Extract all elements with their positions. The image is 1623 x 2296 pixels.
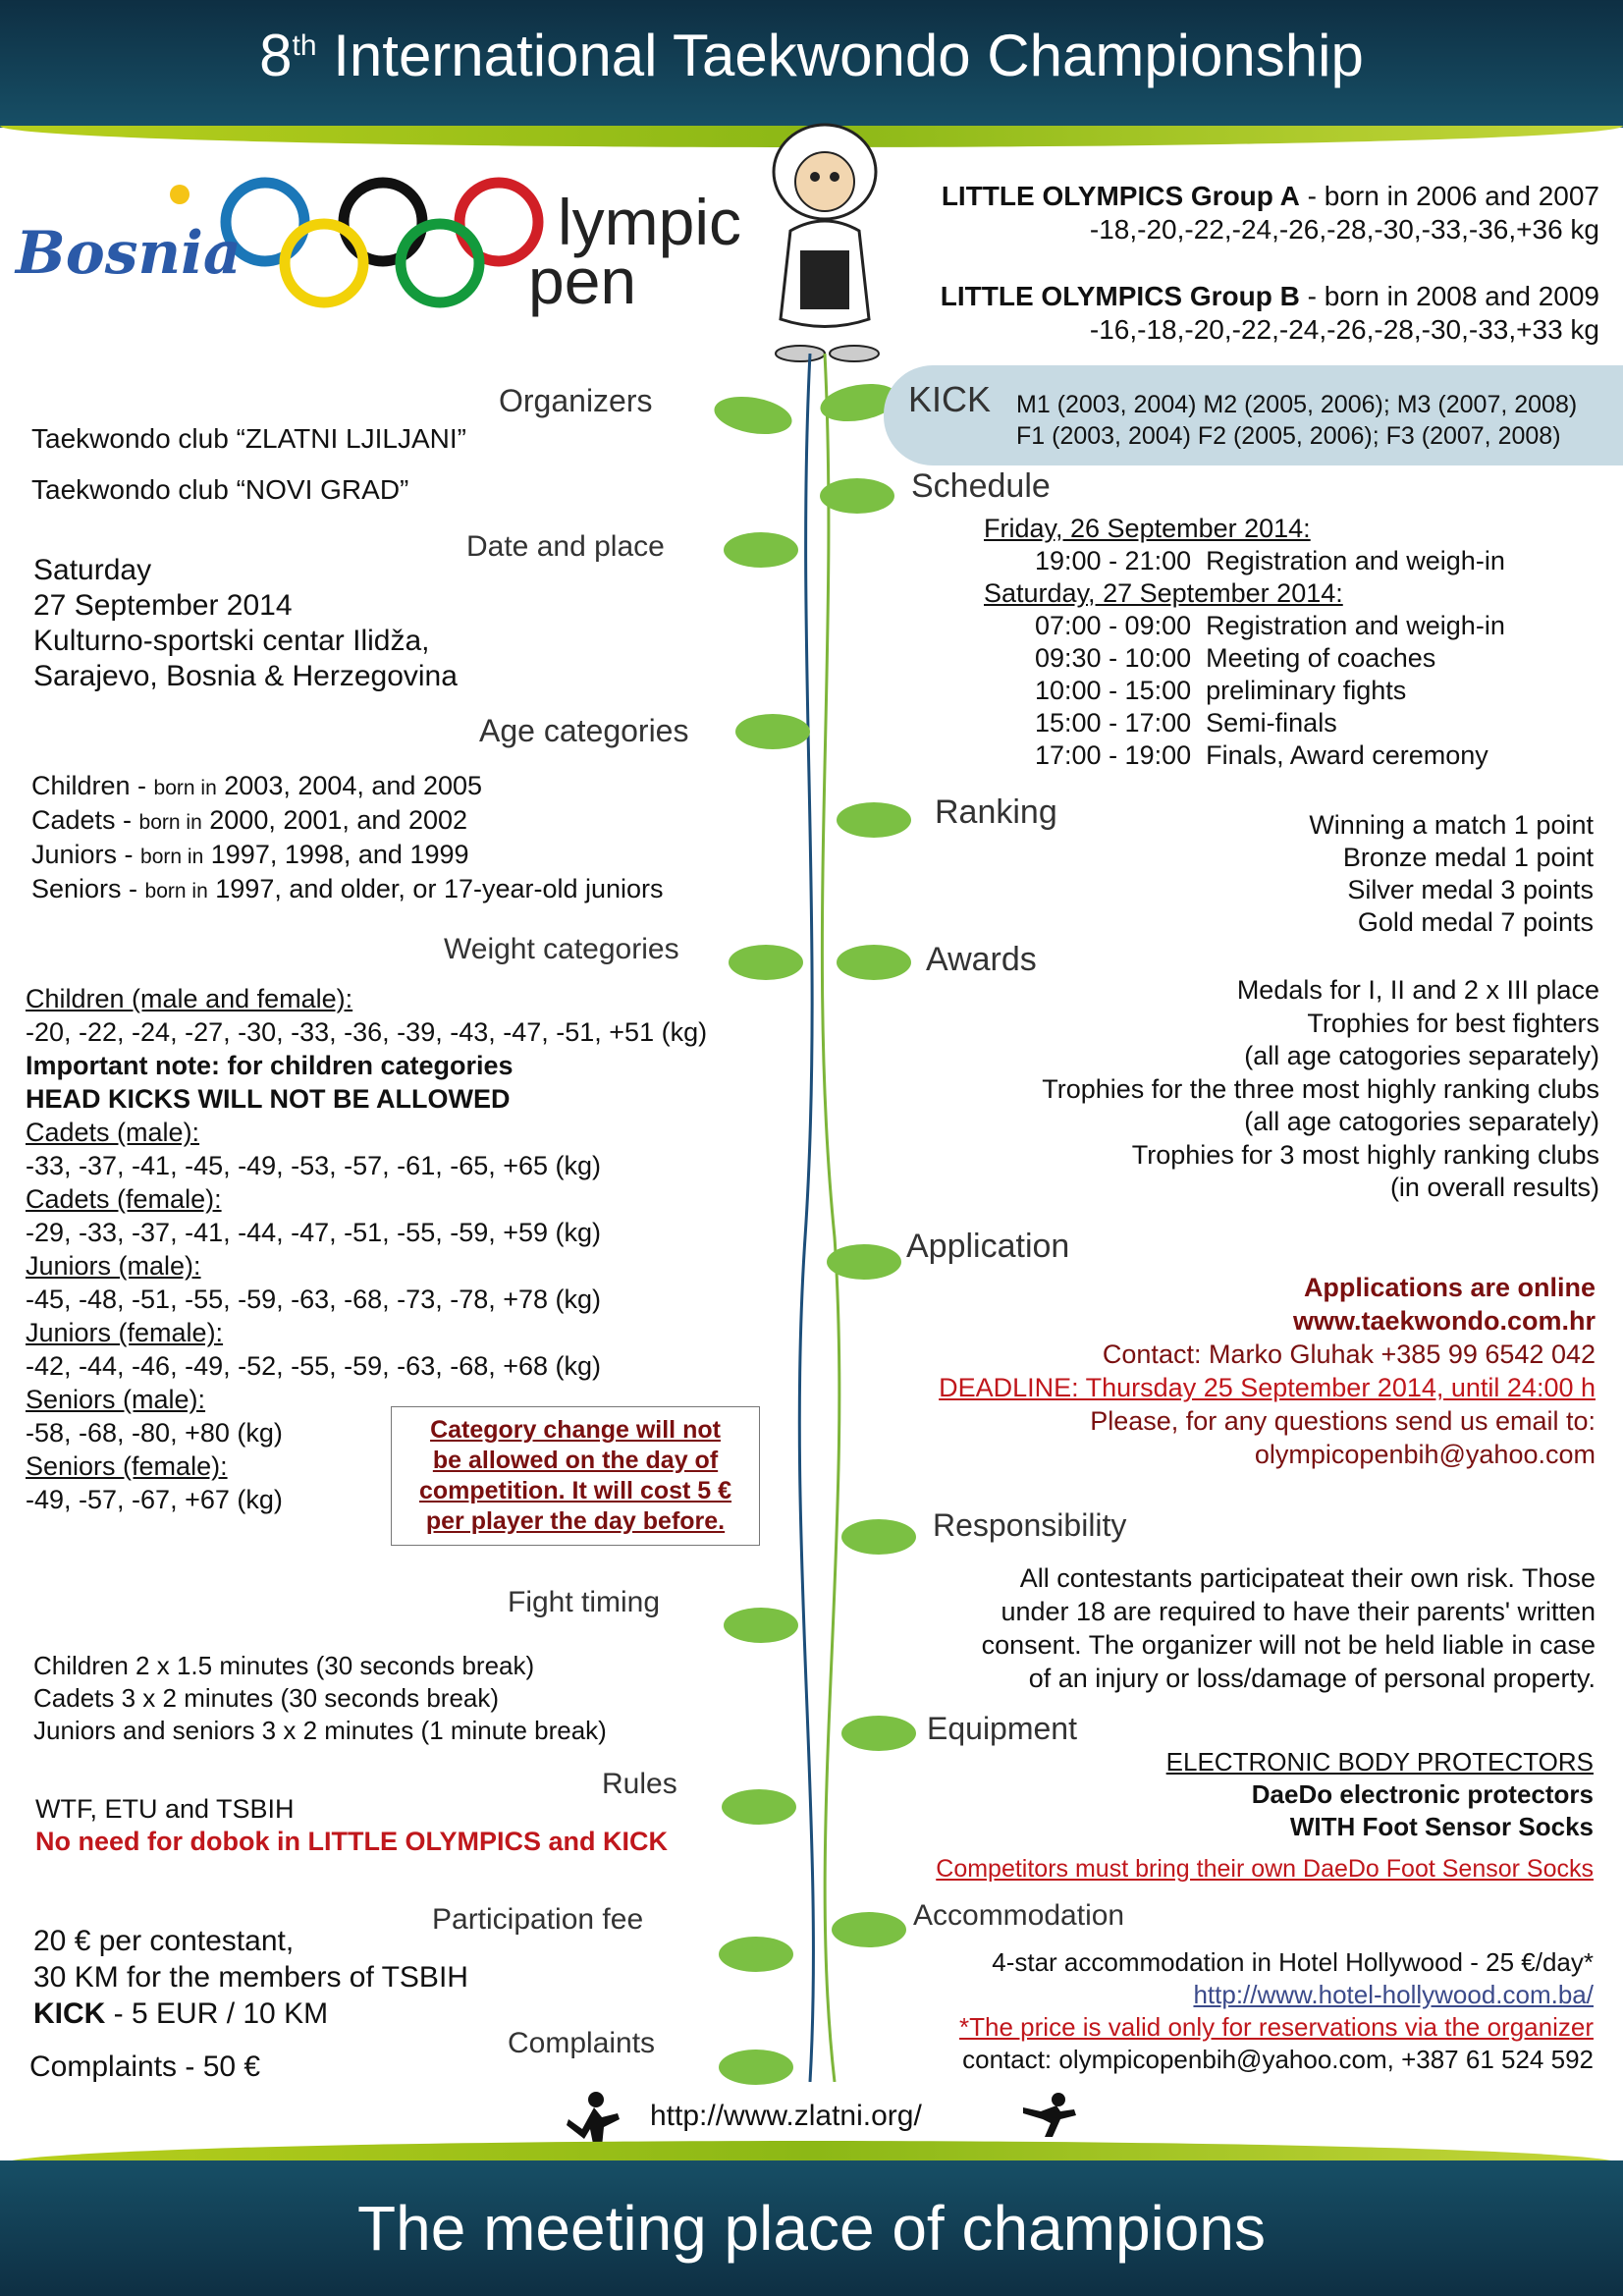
leaf-icon <box>715 1782 803 1831</box>
age-item: Seniors - born in 1997, and older, or 17-year-old juniors <box>31 874 664 903</box>
accommodation-text: 4-star accommodation in Hotel Hollywood - 25 €/day* http://www.hotel-hollywood.com.ba/ *The price is valid only for reservations via the organizer contact: olympicopenbih@yahoo.com, +387 61 524 592 <box>847 1946 1594 2076</box>
fee-text: 20 € per contestant, 30 KM for the members of TSBIH KICK - 5 EUR / 10 KM <box>33 1925 468 2030</box>
kicking-fighter-icon <box>1021 2090 1080 2139</box>
weight-categories-list: Children (male and female): -20, -22, -24, -27, -30, -33, -36, -39, -43, -47, -51, +51 (kg) Important note: for children categories HEAD KICKS WILL NOT BE ALLOWED Cadets (male): -33, -37, -41, -45, -49, -53, -57, -61, -65, +65 (kg) Cadets (female): -29, -33, -37, -41, -44, -47, -51, -55, -59, +59 (kg) Juniors (male): -45, -48, -51, -55, -59, -63, -68, -73, -78, +78 (kg) Juniors (female): -42, -44, -46, -49, -52, -55, -59, -63, -68, +68 (kg) Seniors (male): -58, -68, -80, +80 (kg) Seniors (female): -49, -57, -67, +67 (kg) <box>26 984 708 1514</box>
little-olympics-b: LITTLE OLYMPICS Group B - born in 2008 and 2009 -16,-18,-20,-22,-24,-26,-28,-30,-33,+33 kg <box>940 281 1599 345</box>
leaf-icon <box>729 707 817 756</box>
leaf-icon <box>813 471 901 520</box>
page-title: 8th International Taekwondo Championship <box>259 23 1364 88</box>
logo-pen-text: pen <box>528 245 637 317</box>
date-place-text: Saturday 27 September 2014 Kulturno-sportski centar Ilidža, Sarajevo, Bosnia & Herzegovina <box>33 554 458 692</box>
schedule-heading: Schedule <box>911 467 1051 505</box>
date-place-heading: Date and place <box>466 530 665 563</box>
leaf-icon <box>717 1601 805 1650</box>
equipment-text: ELECTRONIC BODY PROTECTORS DaeDo electronic protectors WITH Foot Sensor Socks Competitors must bring their own DaeDo Foot Sensor Socks <box>936 1747 1594 1883</box>
awards-list: Medals for I, II and 2 x III place Trophies for best fighters (all age catogories separately) Trophies for the three most highly ranking clubs (all age catogories separately) Trophies for 3 most highly ranking clubs (in overall results) <box>1042 975 1599 1202</box>
awards-heading: Awards <box>926 941 1037 978</box>
leaf-icon <box>717 525 805 574</box>
fight-timing-list: Children 2 x 1.5 minutes (30 seconds break) Cadets 3 x 2 minutes (30 seconds break) Juniors and seniors 3 x 2 minutes (1 minute break) <box>33 1651 607 1745</box>
application-heading: Application <box>906 1228 1070 1265</box>
leaf-icon <box>835 1512 923 1561</box>
kick-groups: M1 (2003, 2004) M2 (2005, 2006); M3 (2007, 2008) F1 (2003, 2004) F2 (2005, 2006); F3 (2007, 2008) <box>1016 391 1578 450</box>
ranking-list: Winning a match 1 point Bronze medal 1 point Silver medal 3 points Gold medal 7 points <box>1309 810 1594 937</box>
olympic-open-logo <box>8 165 784 361</box>
age-categories-heading: Age categories <box>479 713 689 748</box>
age-categories-list <box>31 770 664 907</box>
logo-lympic-text: lympic <box>558 186 742 258</box>
responsibility-text: All contestants participateat their own risk. Those under 18 are required to have their parents' written consent. The organizer will not be held liable in case of an injury or loss/damage of personal property. <box>981 1563 1596 1693</box>
organizers-club-1: Taekwondo club “ZLATNI LJILJANI” <box>31 423 466 454</box>
deadline-text: DEADLINE: Thursday 25 September 2014, until 24:00 h <box>939 1373 1596 1402</box>
organizers-club-2: Taekwondo club “NOVI GRAD” <box>31 474 409 505</box>
age-item: Juniors - born in 1997, 1998, and 1999 <box>31 840 469 869</box>
leaf-icon <box>712 1930 800 1979</box>
age-item: Children - born in 2003, 2004, and 2005 <box>31 771 483 800</box>
little-olympics-a: LITTLE OLYMPICS Group A - born in 2006 and 2007 -18,-20,-22,-24,-26,-28,-30,-33,-36,+36 kg <box>941 181 1599 245</box>
schedule-list: Friday, 26 September 2014: 19:00 - 21:00 Registration and weigh-in Saturday, 27 September 2014: 07:00 - 09:00 Registration and weigh-in 09:30 - 10:00 Meeting of coaches 10:00 - 15:00 preliminary fights 15:00 - 17:00 Semi-finals 17:00 - 19:00 Finals, Award ceremony <box>984 514 1505 770</box>
leaf-icon <box>830 795 918 845</box>
kick-label: KICK <box>908 379 992 419</box>
hotel-link[interactable]: http://www.hotel-hollywood.com.ba/ <box>1193 1980 1594 2009</box>
organizers-heading: Organizers <box>499 383 653 418</box>
ranking-heading: Ranking <box>935 793 1057 831</box>
rules-heading: Rules <box>602 1768 677 1800</box>
leaf-icon <box>709 391 797 440</box>
leaf-icon <box>722 938 810 987</box>
footer-url[interactable]: http://www.zlatni.org/ <box>650 2100 922 2132</box>
weight-categories-heading: Weight categories <box>444 933 679 965</box>
accommodation-heading: Accommodation <box>913 1899 1125 1932</box>
complaints-heading: Complaints <box>508 2027 656 2059</box>
leaf-icon <box>712 2043 800 2092</box>
rules-text: WTF, ETU and TSBIH No need for dobok in LITTLE OLYMPICS and KICK <box>35 1794 669 1856</box>
responsibility-heading: Responsibility <box>933 1507 1127 1543</box>
application-text: Applications are online www.taekwondo.com.hr Contact: Marko Gluhak +385 99 6542 042 DEADLINE: Thursday 25 September 2014, until 24:00 h Please, for any questions send us email to: olympicopenbih@yahoo.com <box>820 1271 1596 1471</box>
fee-heading: Participation fee <box>432 1903 644 1936</box>
footer-slogan: The meeting place of champions <box>357 2193 1266 2264</box>
equipment-heading: Equipment <box>927 1711 1077 1746</box>
fight-timing-heading: Fight timing <box>508 1586 661 1618</box>
complaints-text: Complaints - 50 € <box>29 2050 261 2083</box>
category-change-note: Category change will not be allowed on the day of competition. It will cost 5 € per player the day before. <box>391 1406 760 1546</box>
age-item: Cadets - born in 2000, 2001, and 2002 <box>31 805 468 835</box>
logo-bosnia-text: Bosnia <box>16 219 242 288</box>
